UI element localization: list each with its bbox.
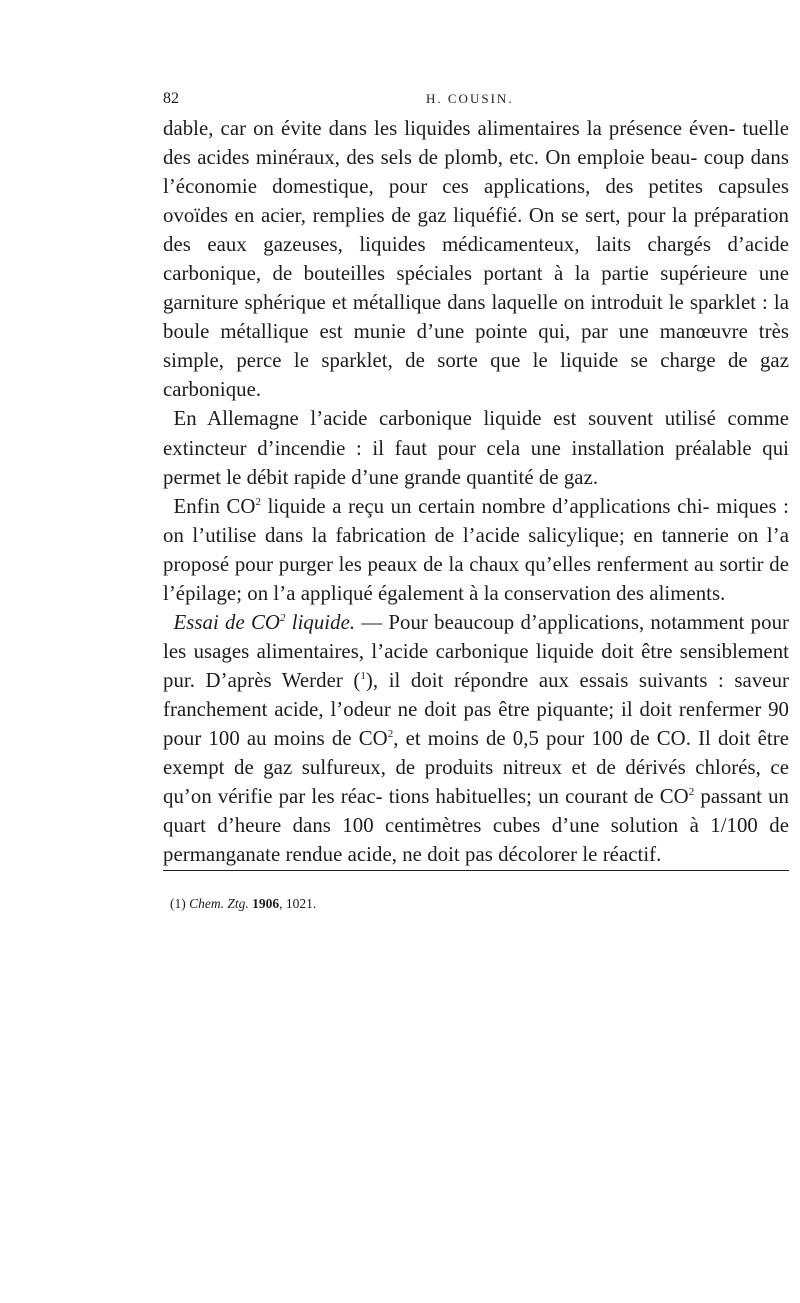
essai-text-3: , et moins de 0,5 pour 100 de CO. Il doit être exempt de gaz sulfureux, de produits nitreux et de dérivés chlorés, ce qu’on vérifie par les réac- tions habituelles; un courant de CO — [163, 726, 789, 809]
paragraph-applications-text-b: liquide a reçu un certain nombre d’applications chi- miques : on l’utilise dans la fabrication de l’acide salicylique; en tannerie on l’a proposé pour purger les peaux de la chaux qu’elles renferment au sortir de l’épilage; on l’a appliqué également à la conservation des aliments. — [163, 494, 789, 605]
essai-title-b: liquide. — [285, 610, 356, 634]
paragraph-extincteur-text: En Allemagne l’acide carbonique liquide est souvent utilisé comme extincteur d’incendie : il faut pour cela une installation préalable qui permet le débit rapide d’une grande quantité de gaz. — [163, 407, 789, 489]
footnote-source: Chem. Ztg. — [189, 896, 249, 911]
essai-text-4: passant un quart d’heure dans 100 centimètres cubes d’une solution à 1/100 de permanganate rendue acide, ne doit pas décolorer le réactif. — [163, 785, 790, 867]
paragraph-sparklet-text: dable, car on évite dans les liquides alimentaires la présence éven- tuelle des acides minéraux, des sels de plomb, etc. On emploie beau- coup dans l’économie domestique, pour ces applications, des petites capsules ovoïdes en acier, remplies de gaz liquéfié. On se sert, pour la préparation des eaux gazeuses, liquides médicamenteux, laits chargés d’acide carbonique, de bouteilles spéciales portant à la partie supérieure une garniture sphérique et métallique dans laquelle on introduit le sparklet : la boule métallique est munie d’une pointe qui, par une manœuvre très simple, perce le sparklet, de sorte que le liquide se charge de gaz carbonique. — [163, 117, 789, 402]
essai-title-a: Essai de CO — [173, 610, 280, 634]
footnote — [170, 896, 316, 912]
superscript: 2 — [255, 495, 262, 508]
paragraph-sparklet — [163, 114, 789, 404]
body-text — [163, 114, 789, 869]
page-number: 82 — [163, 90, 179, 107]
footnote-page: , 1021. — [279, 896, 317, 911]
superscript: 2 — [279, 611, 286, 624]
paragraph-applications — [163, 492, 789, 608]
paragraph-essai — [163, 608, 789, 869]
paragraph-applications-text-a: Enfin CO — [173, 494, 256, 518]
running-head — [163, 86, 800, 114]
superscript: 2 — [688, 786, 695, 799]
essai-title — [173, 611, 355, 634]
paragraph-extincteur — [163, 404, 789, 491]
superscript: 2 — [387, 727, 394, 740]
footnote-mark: (1) — [170, 896, 186, 911]
footnote-year: 1906 — [252, 896, 280, 911]
footnote-divider — [163, 870, 789, 871]
footnote-reference: 1 — [360, 669, 366, 682]
essai-text-2: ), il doit répondre aux essais suivants : saveur franchement acide, l’odeur ne doit pas être piquante; il doit renfermer 90 pour 100 au moins de CO — [163, 668, 789, 750]
essai-text-1: — Pour beaucoup d’applications, notamment pour les usages alimentaires, l’acide carbonique liquide doit être sensiblement pur. D’après Werder ( — [163, 610, 789, 692]
running-title: H. COUSIN. — [426, 91, 514, 106]
